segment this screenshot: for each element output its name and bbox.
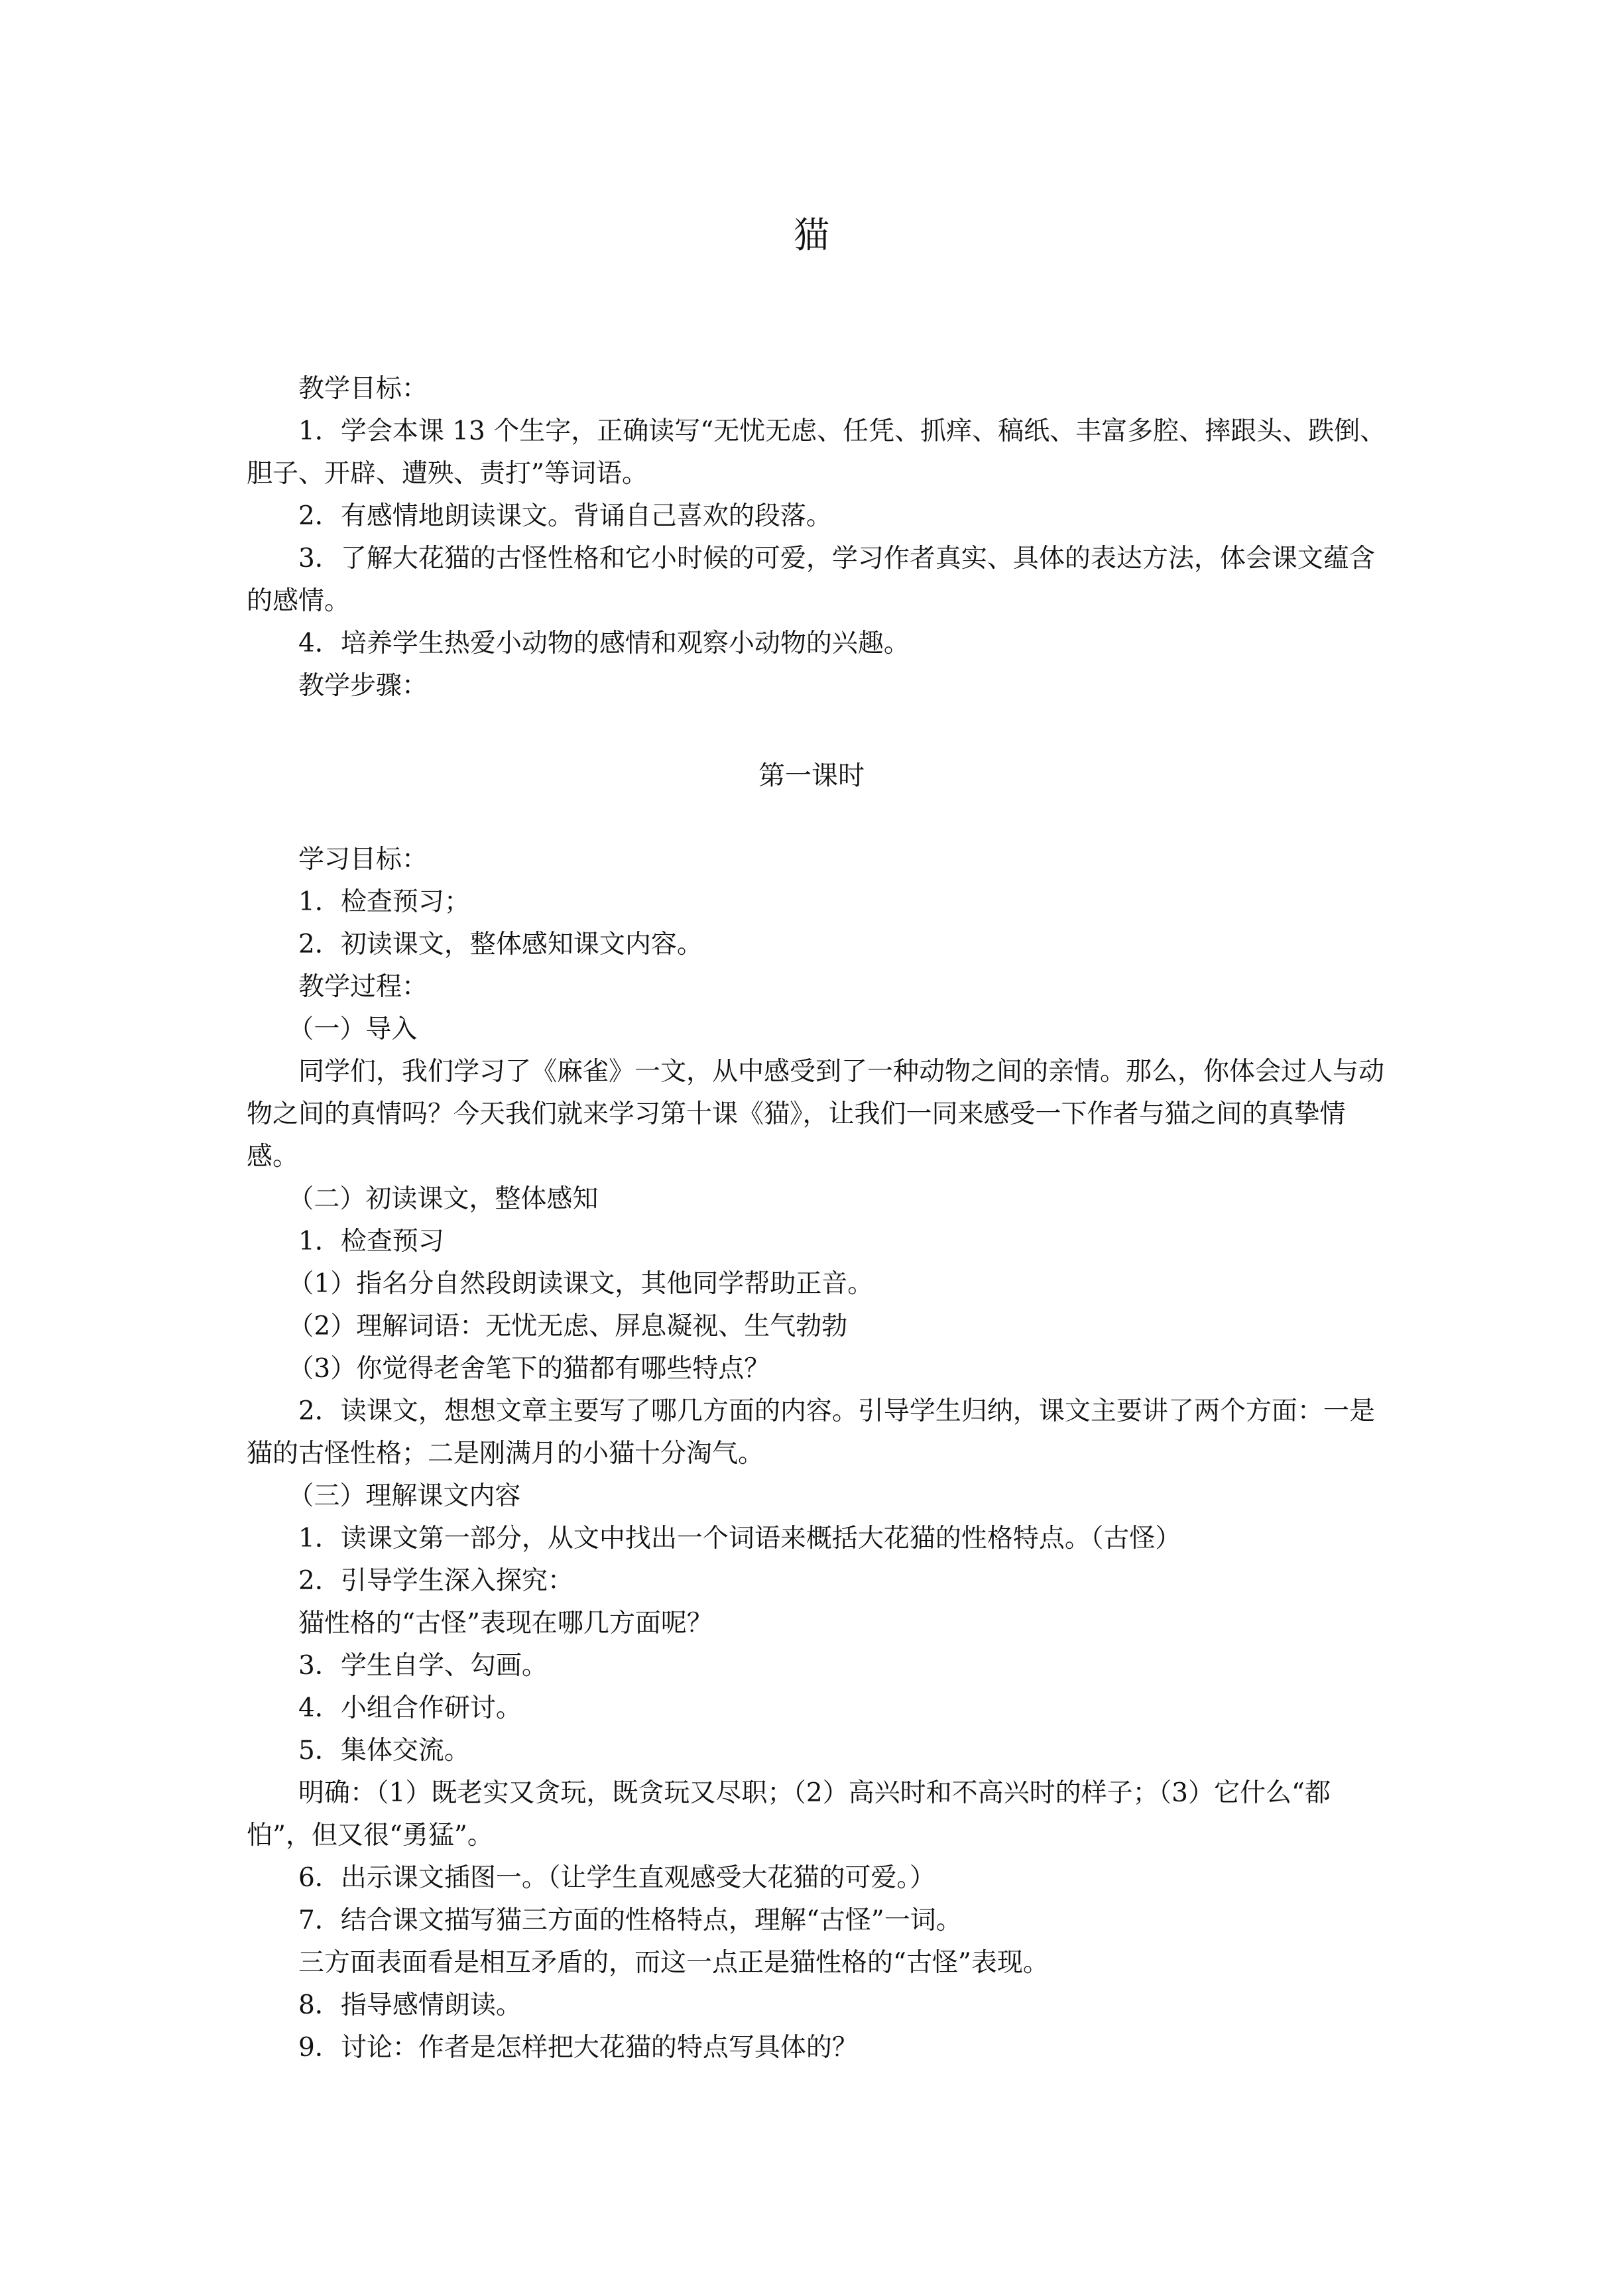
- goal-item: 2．有感情地朗读课文。背诵自己喜欢的段落。: [298, 501, 832, 531]
- paragraph: 5．集体交流。: [298, 1736, 470, 1766]
- paragraph: 4．小组合作研讨。: [298, 1693, 522, 1723]
- paragraph: 三方面表面看是相互矛盾的，而这一点正是猫性格的“古怪”表现。: [298, 1948, 1049, 1978]
- paragraph: 明确：（1）既老实又贪玩，既贪玩又尽职；（2）高兴时和不高兴时的样子；（3）它什么“都怕”，但又很“勇猛”。: [247, 1778, 1331, 1850]
- section-heading: （三）理解课文内容: [288, 1481, 521, 1511]
- paragraph: （3）你觉得老舍笔下的猫都有哪些特点？: [288, 1354, 770, 1384]
- goal-item: 3．了解大花猫的古怪性格和它小时候的可爱，学习作者真实、具体的表达方法，体会课文蕴含的感情。: [247, 544, 1375, 616]
- paragraph: 6．出示课文插图一。（让学生直观感受大花猫的可爱。）: [298, 1863, 935, 1893]
- paragraph: 同学们，我们学习了《麻雀》一文，从中感受到了一种动物之间的亲情。那么，你体会过人与动物之间的真情吗？今天我们就来学习第十课《猫》，让我们一同来感受一下作者与猫之间的真挚情感。: [247, 1057, 1385, 1172]
- lesson-heading: 第一课时: [758, 760, 865, 791]
- lesson-one-section: [247, 839, 1388, 2069]
- paragraph: 7．结合课文描写猫三方面的性格特点，理解“古怪”一词。: [298, 1905, 962, 1935]
- paragraph: 猫性格的“古怪”表现在哪几方面呢？: [298, 1608, 713, 1638]
- teaching-goals-section: [247, 368, 1388, 707]
- paragraph: 9．讨论：作者是怎样把大花猫的特点写具体的？: [298, 2033, 858, 2063]
- steps-heading: 教学步骤：: [298, 671, 428, 701]
- paragraph: 1．读课文第一部分，从文中找出一个词语来概括大花猫的性格特点。（古怪）: [298, 1524, 1181, 1553]
- goal-item: 1．学会本课 13 个生字，正确读写“无忧无虑、任凭、抓痒、稿纸、丰富多腔、摔跟头、跌倒、胆子、开辟、遭殃、责打”等词语。: [247, 416, 1386, 489]
- paragraph: 2．引导学生深入探究：: [298, 1566, 573, 1596]
- paragraph: 8．指导感情朗读。: [298, 1990, 522, 2020]
- goals-heading: 教学目标：: [298, 374, 428, 404]
- paragraph: 1．检查预习: [298, 1227, 444, 1256]
- paragraph: 教学过程：: [298, 972, 428, 1002]
- goal-item: 4．培养学生热爱小动物的感情和观察小动物的兴趣。: [298, 629, 910, 658]
- paragraph: 2．读课文，想想文章主要写了哪几方面的内容。引导学生归纳，课文主要讲了两个方面：一是猫的古怪性格；二是刚满月的小猫十分淘气。: [247, 1396, 1375, 1469]
- paragraph: （2）理解词语：无忧无虑、屏息凝视、生气勃勃: [288, 1311, 848, 1341]
- paragraph: 2．初读课文，整体感知课文内容。: [298, 930, 703, 959]
- section-heading: （一）导入: [288, 1014, 418, 1044]
- paragraph: 3．学生自学、勾画。: [298, 1651, 548, 1681]
- paragraph: 1．检查预习；: [298, 887, 470, 917]
- paragraph: 学习目标：: [298, 845, 428, 875]
- paragraph: （1）指名分自然段朗读课文，其他同学帮助正音。: [288, 1269, 874, 1299]
- section-heading: （二）初读课文，整体感知: [288, 1184, 599, 1214]
- document-title: 猫: [794, 214, 829, 256]
